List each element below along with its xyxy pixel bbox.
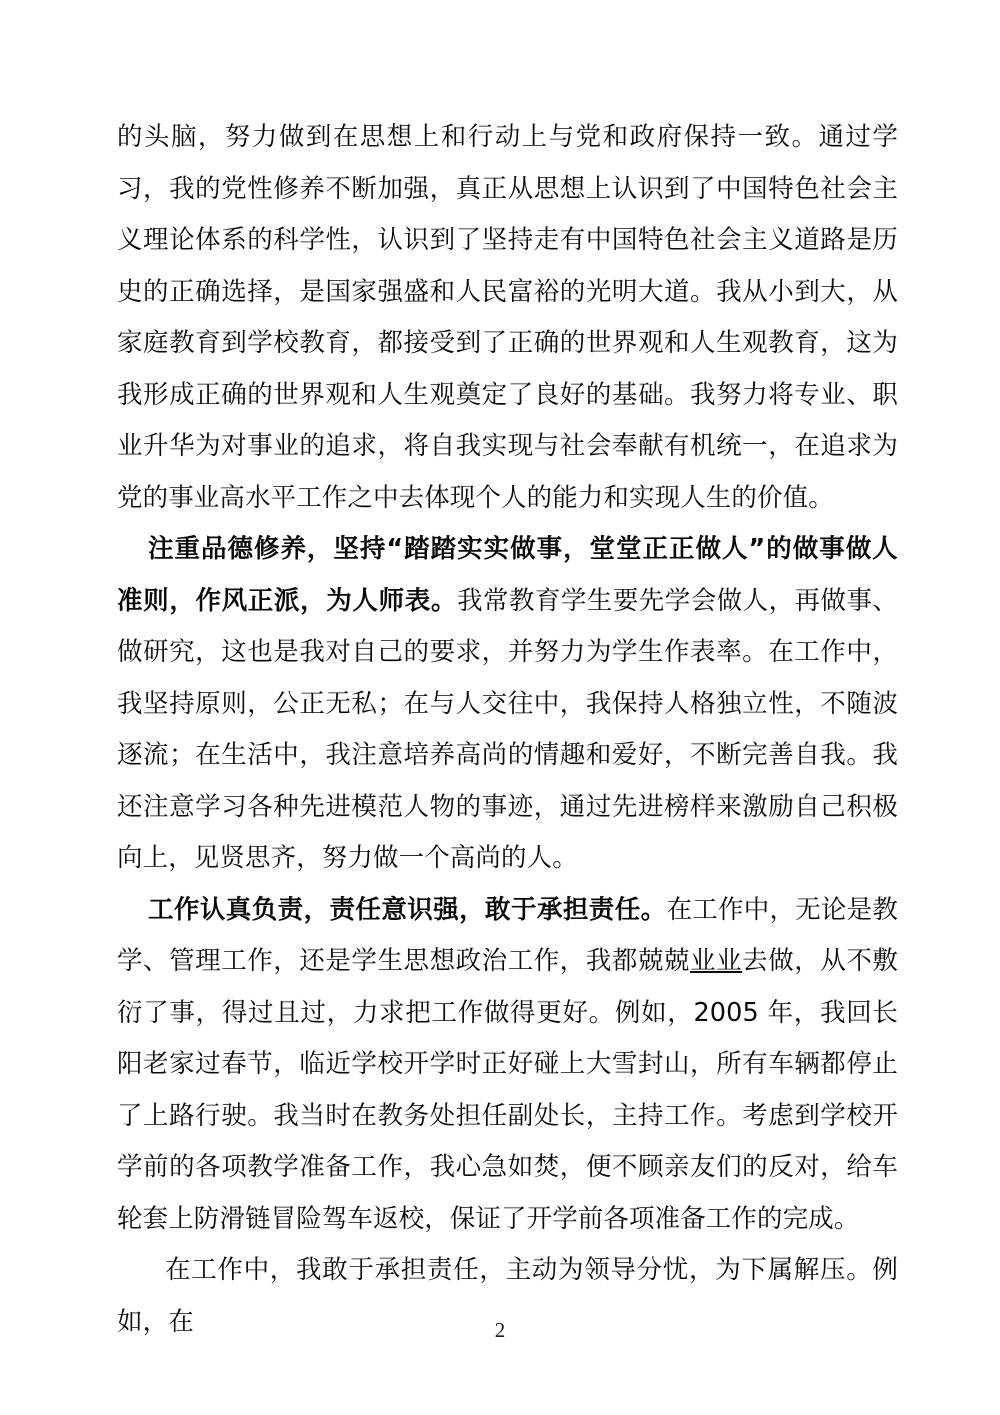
text-run: 在工作中，我敢于承担责任，主动为领导分忧，为下属解压。例如，在 [117, 1255, 898, 1337]
page-number: 2 [494, 1318, 506, 1342]
underlined-text: 业业 [690, 946, 743, 976]
paragraph-3 [117, 885, 898, 1246]
paragraph-1 [117, 112, 898, 524]
bold-lead-in: 注重品德修养，坚持“踏踏实实做事，堂堂正正做人”的做事做人准则，作风正派，为人师表。 [117, 534, 898, 616]
text-run: 的头脑，努力做到在思想上和行动上与党和政府保持一致。通过学习，我的党性修养不断加强，真正从思想上认识到了中国特色社会主义理论体系的科学性，认识到了坚持走有中国特色社会主义道路是历史的正确选择，是国家强盛和人民富裕的光明大道。我从小到大，从家庭教育到学校教育，都接受到了正确的世界观和人生观教育，这为我形成正确的世界观和人生观奠定了良好的基础。我努力将专业、职业升华为对事业的追求，将自我实现与社会奉献有机统一，在追求为党的事业高水平工作之中去体现个人的能力和实现人生的价值。 [117, 122, 898, 513]
paragraph-2 [117, 524, 898, 885]
text-run: 在工作中，无论是教学、管理工作，还是学生思想政治工作，我都兢兢 [117, 894, 898, 976]
document-body [117, 112, 898, 1348]
text-run: 我常教育学生要先学会做人，再做事、做研究，这也是我对自己的要求，并努力为学生作表率。在工作中，我坚持原则，公正无私；在与人交往中，我保持人格独立性，不随波逐流；在生活中，我注意培养高尚的情趣和爱好，不断完善自我。我还注意学习各种先进模范人物的事迹，通过先进榜样来激励自己积极向上，见贤思齐，努力做一个高尚的人。 [117, 585, 898, 873]
bold-lead-in: 工作认真负责，责任意识强，敢于承担责任。 [148, 894, 667, 925]
text-run: 去做，从不敷衍了事，得过且过，力求把工作做得更好。例如，2005 年，我回长阳老家过春节，临近学校开学时正好碰上大雪封山，所有车辆都停止了上路行驶。我当时在教务处担任副处长，主持工作。考虑到学校开学前的各项教学准备工作，我心急如焚，便不顾亲友们的反对，给车轮套上防滑链冒险驾车返校，保证了开学前各项准备工作的完成。 [117, 946, 899, 1234]
